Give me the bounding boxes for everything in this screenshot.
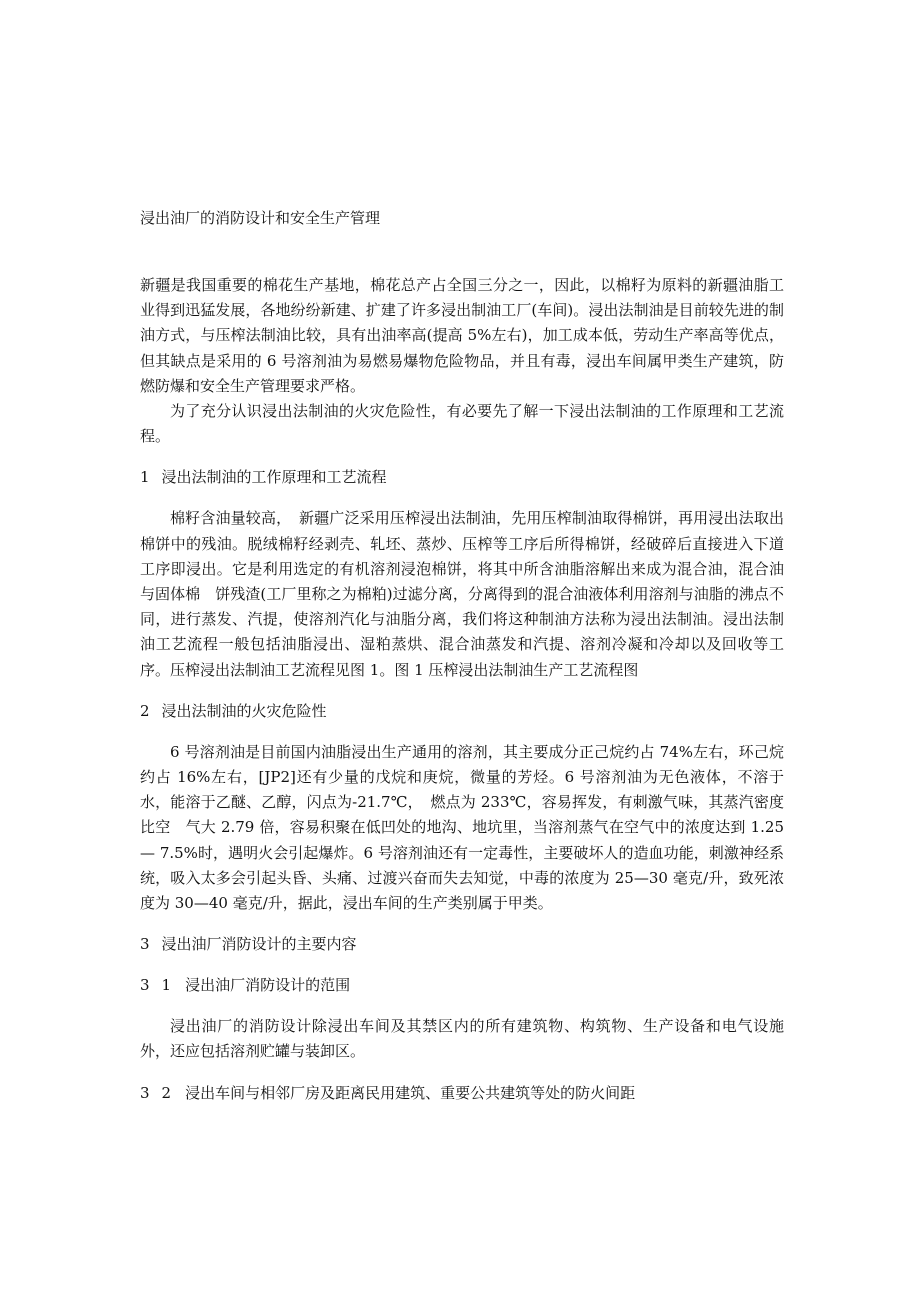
section-3-heading [140,932,784,957]
section-2-number: 2 [140,701,150,720]
section-1-heading [140,465,784,490]
section-3-1-number-a: 3 [140,976,150,995]
section-1-number: 1 [140,468,150,487]
document-body [140,206,784,1106]
intro-paragraph-1: 新疆是我国重要的棉花生产基地，棉花总产占全国三分之一，因此，以棉籽为原料的新疆油脂工业得到迅猛发展，各地纷纷新建、扩建了许多浸出制油工厂(车间)。浸出法制油是目前较先进的制油方式，与压榨法制油比较，具有出油率高(提高 5%左右)，加工成本低，劳动生产率高等优点，但其缺点是采用的 6 号溶剂油为易燃易爆物危险物品，并且有毒，浸出车间属甲类生产建筑，防燃防爆和安全生产管理要求严格。 [140,276,784,395]
section-1-paragraph: 棉籽含油量较高， 新疆广泛采用压榨浸出法制油，先用压榨制油取得棉饼，再用浸出法取出棉饼中的残油。脱绒棉籽经剥壳、轧坯、蒸炒、压榨等工序后所得棉饼，经破碎后直接进入下道工序即浸出。它是利用选定的有机溶剂浸泡棉饼，将其中所含油脂溶解出来成为混合油，混合油与固体棉 饼残渣(工厂里称之为棉粕)过滤分离，分离得到的混合油液体利用溶剂与油脂的沸点不同，进行蒸发、汽提，使溶剂汽化与油脂分离，我们将这种制油方法称为浸出法制油。浸出法制油工艺流程一般包括油脂浸出、湿粕蒸烘、混合油蒸发和汽提、溶剂冷凝和冷却以及回收等工序。压榨浸出法制油工艺流程见图 1。图 1 压榨浸出法制油生产工艺流程图 [140,509,784,679]
section-3-1-heading [140,973,784,998]
section-3-2-title: 浸出车间与相邻厂房及距离民用建筑、重要公共建筑等处的防火间距 [185,1083,636,1102]
section-3-1-number-b: 1 [161,976,172,995]
section-3-2-heading [140,1081,784,1106]
section-2-paragraph: 6 号溶剂油是目前国内油脂浸出生产通用的溶剂，其主要成分正己烷约占 74%左右，环己烷约占 16%左右，[JP2]还有少量的戊烷和庚烷，微量的芳烃。6 号溶剂油为无色液体，不溶于水，能溶于乙醚、乙醇，闪点为-21.7℃， 燃点为 233℃，容易挥发，有刺激气味，其蒸汽密度比空 气大 2.79 倍，容易积聚在低凹处的地沟、地坑里，当溶剂蒸气在空气中的浓度达到 1.25— 7.5%时，遇明火会引起爆炸。6 号溶剂油还有一定毒性，主要破坏人的造血功能，刺激神经系统，吸入太多会引起头昏、头痛、过渡兴奋而失去知觉，中毒的浓度为 25—30 毫克/升，致死浓度为 30—40 毫克/升，据此，浸出车间的生产类别属于甲类。 [140,742,784,913]
section-2-heading [140,699,784,724]
document-title: 浸出油厂的消防设计和安全生产管理 [140,209,381,227]
section-3-1-paragraph: 浸出油厂的消防设计除浸出车间及其禁区内的所有建筑物、构筑物、生产设备和电气设施外，还应包括溶剂贮罐与装卸区。 [140,1017,784,1061]
section-3-1-title: 浸出油厂消防设计的范围 [185,976,351,995]
intro-paragraph-2: 为了充分认识浸出法制油的火灾危险性，有必要先了解一下浸出法制油的工作原理和工艺流程。 [140,402,784,446]
section-1-title: 浸出法制油的工作原理和工艺流程 [161,468,387,487]
section-3-title: 浸出油厂消防设计的主要内容 [161,935,357,954]
section-3-number: 3 [140,935,150,954]
section-3-2-number-a: 3 [140,1083,150,1102]
section-3-2-number-b: 2 [161,1083,172,1102]
section-2-title: 浸出法制油的火灾危险性 [161,701,327,720]
